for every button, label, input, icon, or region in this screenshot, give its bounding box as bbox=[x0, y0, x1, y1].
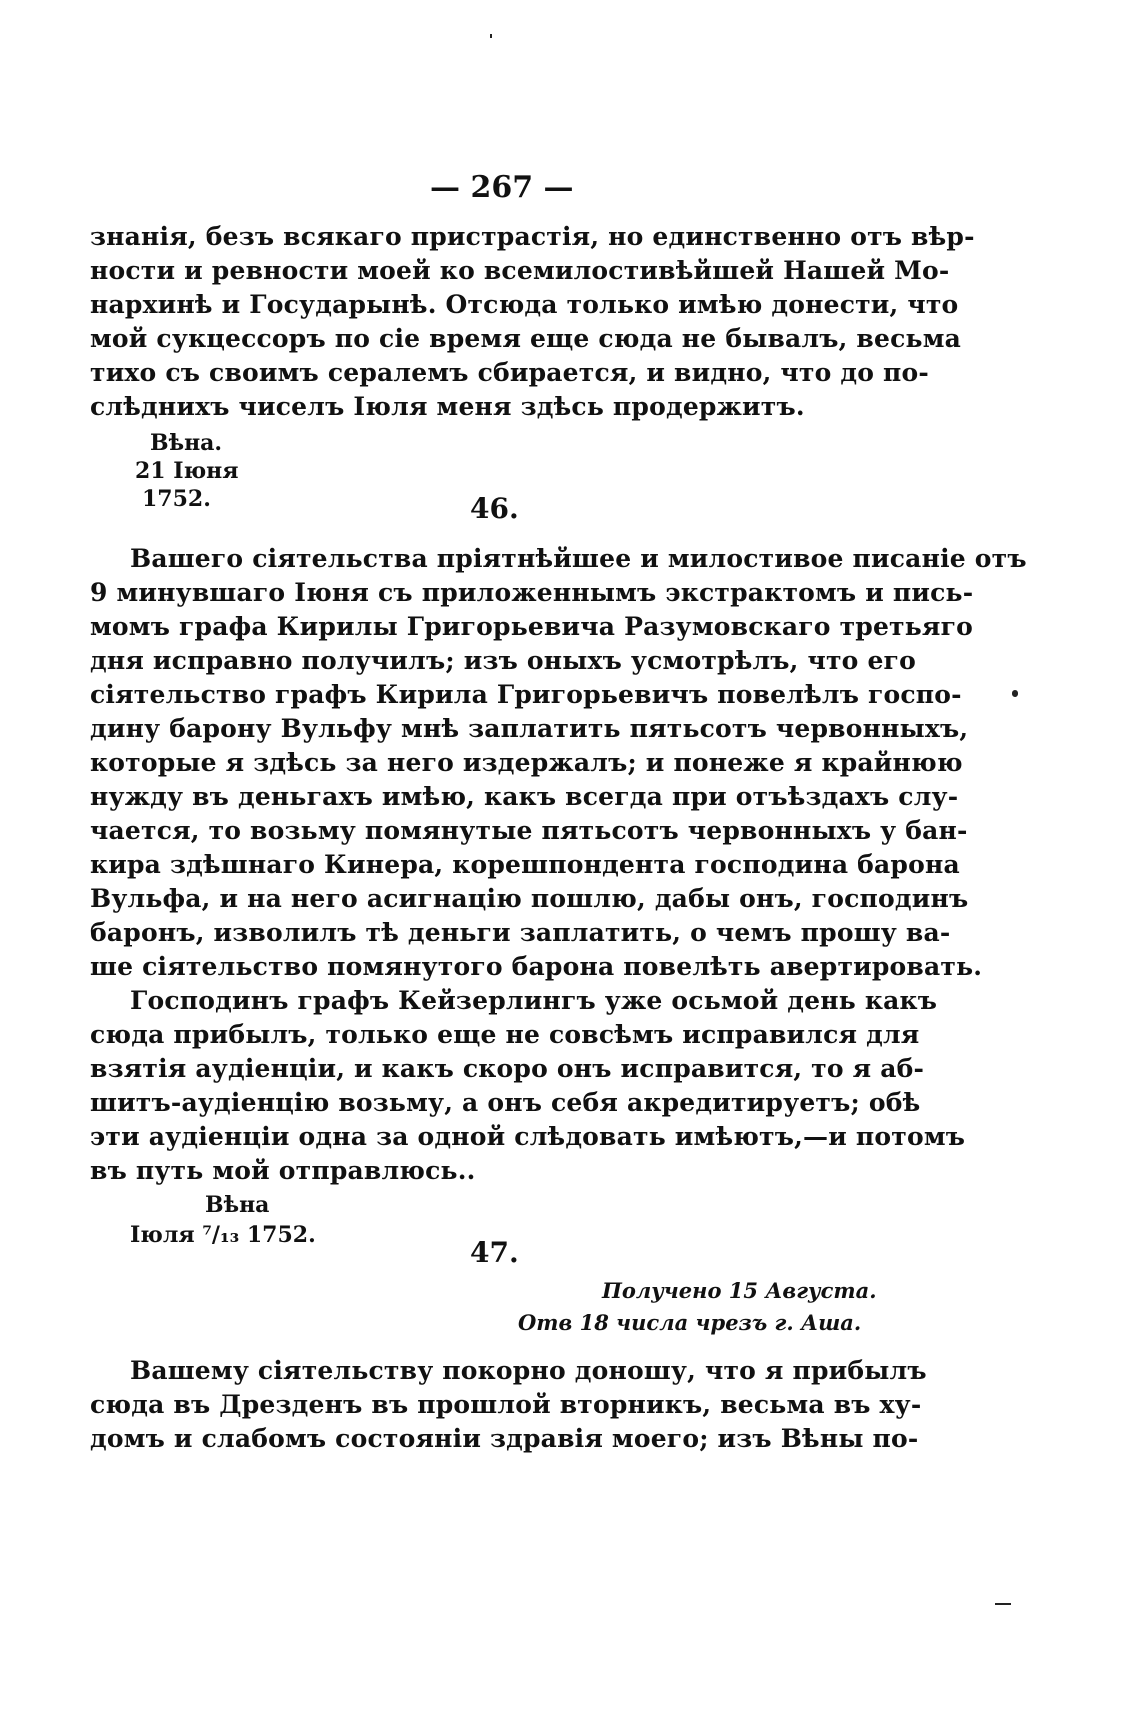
text-line: взятія аудіенціи, и какъ скоро онъ исправится, то я аб- bbox=[90, 1054, 925, 1083]
text-line: момъ графа Кирилы Григорьевича Разумовскаго третьяго bbox=[90, 612, 973, 641]
text-line: слѣднихъ чиселъ Іюля меня здѣсь продержитъ. bbox=[90, 392, 805, 421]
text-line: нужду въ деньгахъ имѣю, какъ всегда при отъѣздахъ слу- bbox=[90, 782, 959, 811]
received-line: Получено 15 Августа. bbox=[602, 1278, 877, 1303]
text-line: нархинѣ и Государынѣ. Отсюда только имѣю донести, что bbox=[90, 290, 959, 319]
text-line: дня исправно получилъ; изъ оныхъ усмотрѣлъ, что его bbox=[90, 646, 916, 675]
text-line: мой сукцессоръ по сіе время еще сюда не бывалъ, весьма bbox=[90, 324, 962, 353]
scan-speck bbox=[490, 34, 492, 38]
date-line: Іюля ⁷/₁₃ 1752. bbox=[130, 1222, 316, 1248]
place-line: Вѣна. bbox=[150, 430, 223, 456]
text-line: шитъ-аудіенцію возьму, а онъ себя акредитируетъ; обѣ bbox=[90, 1088, 921, 1117]
scan-speck bbox=[995, 1603, 1011, 1605]
text-line: тихо съ своимъ сералемъ сбирается, и видно, что до по- bbox=[90, 358, 929, 387]
text-line: эти аудіенціи одна за одной слѣдовать имѣютъ,—и потомъ bbox=[90, 1122, 966, 1151]
text-line: дину барону Вульфу мнѣ заплатить пятьсотъ червонныхъ, bbox=[90, 714, 969, 743]
text-line: сюда прибылъ, только еще не совсѣмъ исправился для bbox=[90, 1020, 920, 1049]
text-line: кира здѣшнаго Кинера, корешпондента господина барона bbox=[90, 850, 960, 879]
section-number-46: 46. bbox=[470, 492, 519, 525]
text-line: знанія, безъ всякаго пристрастія, но единственно отъ вѣр- bbox=[90, 222, 975, 251]
text-line: домъ и слабомъ состояніи здравія моего; изъ Вѣны по- bbox=[90, 1424, 919, 1453]
answered-line: Отв 18 числа чрезъ г. Аша. bbox=[518, 1310, 862, 1335]
text-line: въ путь мой отправлюсь.. bbox=[90, 1156, 476, 1185]
page-number: — 267 — bbox=[430, 170, 574, 205]
text-line: 9 минувшаго Іюня съ приложеннымъ экстрактомъ и пись- bbox=[90, 578, 974, 607]
year-line: 1752. bbox=[142, 486, 211, 512]
text-line: которые я здѣсь за него издержалъ; и понеже я крайнюю bbox=[90, 748, 963, 777]
text-line: чается, то возьму помянутые пятьсотъ червонныхъ у бан- bbox=[90, 816, 968, 845]
place-line: Вѣна bbox=[205, 1192, 270, 1218]
scan-speck bbox=[1012, 690, 1018, 697]
text-line: ности и ревности моей ко всемилостивѣйшей Нашей Мо- bbox=[90, 256, 950, 285]
date-line: 21 Іюня bbox=[135, 458, 239, 484]
section-number-47: 47. bbox=[470, 1236, 519, 1269]
text-line: Вульфа, и на него асигнацію пошлю, дабы онъ, господинъ bbox=[90, 884, 969, 913]
text-line: ше сіятельство помянутого барона повелѣть авертировать. bbox=[90, 952, 983, 981]
text-line: сюда въ Дрезденъ въ прошлой вторникъ, весьма въ ху- bbox=[90, 1390, 922, 1419]
text-line: Господинъ графъ Кейзерлингъ уже осьмой день какъ bbox=[130, 986, 938, 1015]
text-line: Вашему сіятельству покорно доношу, что я прибылъ bbox=[130, 1356, 927, 1385]
text-line: баронъ, изволилъ тѣ деньги заплатить, о чемъ прошу ва- bbox=[90, 918, 951, 947]
text-line: сіятельство графъ Кирила Григорьевичъ повелѣлъ госпо- bbox=[90, 680, 962, 709]
text-line: Вашего сіятельства пріятнѣйшее и милостивое писаніе отъ bbox=[130, 544, 1027, 573]
